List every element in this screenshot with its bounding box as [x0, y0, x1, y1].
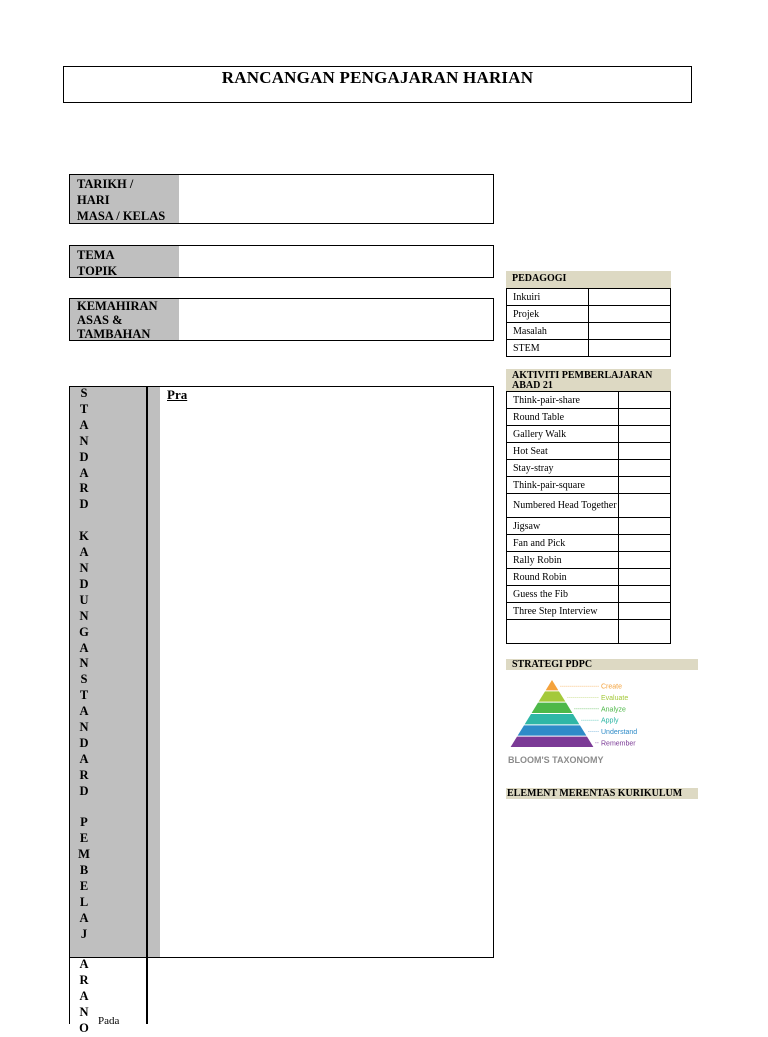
aktiviti-item-label: Think-pair-share [507, 392, 619, 409]
pra-heading: Pra [167, 387, 188, 402]
aktiviti-item-label: Think-pair-square [507, 477, 619, 494]
bloom-level-label: Remember [601, 740, 636, 748]
vertical-letter: D [79, 497, 89, 512]
aktiviti-row [507, 392, 671, 409]
bloom-level-band [539, 691, 566, 701]
kemahiran-label-line: KEMAHIRAN [77, 299, 158, 313]
blooms-taxonomy-image [505, 674, 645, 769]
aktiviti-item-label: Rally Robin [507, 552, 619, 569]
title-box [63, 66, 692, 103]
aktiviti-row [507, 603, 671, 620]
aktiviti-row [507, 518, 671, 535]
tarikh-label [70, 175, 179, 223]
pedagogi-item-label: Projek [507, 306, 589, 323]
vertical-letter: A [79, 465, 89, 480]
vertical-letter: R [79, 972, 89, 987]
aktiviti-row [507, 477, 671, 494]
aktiviti-checkbox-cell[interactable] [619, 409, 671, 426]
bloom-level-band [532, 703, 573, 713]
strategi-heading: STRATEGI PDPC [506, 659, 698, 670]
vertical-letter: A [79, 417, 89, 432]
bloom-level-label: Evaluate [601, 695, 629, 702]
pedagogi-item-label: Inkuiri [507, 289, 589, 306]
vertical-letter: N [79, 608, 89, 623]
vertical-letter: T [79, 688, 89, 703]
aktiviti-checkbox-cell[interactable] [619, 392, 671, 409]
pedagogi-checkbox-cell[interactable] [589, 306, 671, 323]
bloom-level-band [518, 725, 587, 735]
vertical-letter [77, 800, 91, 816]
vertical-letter: D [79, 783, 89, 798]
aktiviti-item-label: Jigsaw [507, 518, 619, 535]
pedagogi-checkbox-cell[interactable] [589, 289, 671, 306]
vertical-letter: S [80, 672, 88, 687]
vertical-letter: N [79, 560, 89, 575]
pada-text: Pada [98, 1015, 120, 1027]
aktiviti-table [506, 391, 671, 644]
aktiviti-row [507, 460, 671, 477]
aktiviti-row [507, 535, 671, 552]
aktiviti-checkbox-cell[interactable] [619, 426, 671, 443]
pedagogi-row [507, 306, 671, 323]
pedagogi-row [507, 323, 671, 340]
aktiviti-checkbox-cell[interactable] [619, 620, 671, 644]
pedagogi-checkbox-cell[interactable] [589, 340, 671, 357]
aktiviti-item-label: Numbered Head Together [507, 494, 619, 518]
aktiviti-row [507, 552, 671, 569]
kemahiran-value-field[interactable] [179, 299, 493, 340]
pedagogi-heading: PEDAGOGI [506, 271, 671, 288]
aktiviti-heading [506, 369, 671, 391]
bloom-level-label: Create [601, 683, 623, 691]
bloom-level-band [511, 737, 594, 747]
vertical-letter: A [79, 545, 89, 560]
aktiviti-row [507, 569, 671, 586]
aktiviti-row [507, 494, 671, 518]
vertical-letter: D [79, 449, 89, 464]
aktiviti-checkbox-cell[interactable] [619, 586, 671, 603]
aktiviti-checkbox-cell[interactable] [619, 443, 671, 460]
aktiviti-item-label: Three Step Interview [507, 603, 619, 620]
vertical-letter: L [79, 895, 89, 909]
aktiviti-item-label: Fan and Pick [507, 535, 619, 552]
aktiviti-item-label: Round Table [507, 409, 619, 426]
vertical-letter: G [79, 624, 89, 639]
vertical-letter: O [79, 1020, 89, 1035]
vertical-letter: N [79, 656, 89, 671]
standard-divider [146, 387, 148, 1024]
tarikh-label-line: TARIKH / [77, 177, 134, 191]
aktiviti-item-label: Guess the Fib [507, 586, 619, 603]
aktiviti-checkbox-cell[interactable] [619, 477, 671, 494]
pedagogi-item-label: STEM [507, 340, 589, 357]
vertical-letter: N [79, 720, 89, 735]
vertical-letter: E [79, 879, 89, 894]
vertical-letter: A [79, 751, 89, 766]
pedagogi-table [506, 288, 671, 357]
kemahiran-label-line: TAMBAHAN [77, 327, 151, 341]
aktiviti-heading-line: AKTIVITI PEMBERLAJARAN [512, 370, 653, 381]
bloom-level-label: Understand [601, 729, 638, 736]
vertical-letter: A [79, 910, 89, 925]
kemahiran-label-line: ASAS & [77, 313, 123, 327]
tema-value-field[interactable] [179, 246, 493, 277]
pedagogi-row [507, 340, 671, 357]
aktiviti-item-label: Round Robin [507, 569, 619, 586]
element-merentas-heading: ELEMENT MERENTAS KURIKULUM [506, 788, 698, 799]
kemahiran-row [69, 298, 494, 341]
vertical-letter: A [79, 988, 89, 1003]
tema-label [70, 246, 179, 277]
pedagogi-item-label: Masalah [507, 323, 589, 340]
vertical-letter: R [79, 767, 89, 782]
tarikh-label-line: HARI [77, 193, 110, 207]
bloom-level-band [546, 680, 559, 690]
aktiviti-item-label: Gallery Walk [507, 426, 619, 443]
standard-vertical-label [77, 386, 91, 943]
page-title: RANCANGAN PENGAJARAN HARIAN [221, 68, 534, 87]
vertical-letter: J [80, 926, 88, 941]
vertical-letter: R [79, 481, 89, 496]
vertical-letter: E [79, 831, 89, 846]
tema-row [69, 245, 494, 278]
tarikh-label-line: MASA / KELAS [77, 209, 166, 223]
aktiviti-checkbox-cell[interactable] [619, 494, 671, 518]
vertical-letter: D [79, 576, 89, 591]
aktiviti-row [507, 586, 671, 603]
aktiviti-checkbox-cell[interactable] [619, 552, 671, 569]
aktiviti-row [507, 443, 671, 460]
aktiviti-checkbox-cell[interactable] [619, 603, 671, 620]
aktiviti-item-label: Stay-stray [507, 460, 619, 477]
kemahiran-label [70, 299, 179, 340]
vertical-letter: A [79, 704, 89, 719]
vertical-letter: D [79, 735, 89, 750]
aktiviti-heading-line: ABAD 21 [512, 380, 553, 391]
aktiviti-row [507, 426, 671, 443]
aktiviti-item-label: Hot Seat [507, 443, 619, 460]
bloom-level-label: Apply [601, 717, 619, 725]
vertical-letter: U [79, 592, 89, 607]
aktiviti-checkbox-cell[interactable] [619, 460, 671, 477]
vertical-letter: A [79, 640, 89, 655]
vertical-letter: K [79, 529, 89, 544]
aktiviti-checkbox-cell[interactable] [619, 569, 671, 586]
aktiviti-row [507, 409, 671, 426]
bloom-level-label: Analyze [601, 706, 626, 714]
standard-bottom-left-border [69, 957, 70, 1024]
tema-label-line: TEMA [77, 248, 115, 262]
tema-label-line: TOPIK [77, 264, 118, 278]
aktiviti-row [507, 620, 671, 644]
vertical-letter: S [80, 386, 88, 400]
pedagogi-row [507, 289, 671, 306]
bloom-level-band [525, 714, 580, 724]
vertical-letter: N [79, 433, 89, 448]
vertical-letter: N [79, 1004, 89, 1019]
aktiviti-checkbox-cell[interactable] [619, 535, 671, 552]
vertical-letter: P [80, 815, 88, 830]
aktiviti-item-label [507, 620, 619, 644]
pedagogi-checkbox-cell[interactable] [589, 323, 671, 340]
vertical-letter: T [79, 401, 89, 416]
tarikh-value-field[interactable] [179, 175, 493, 223]
vertical-letter: M [78, 847, 90, 862]
standard-vertical-label-continued [77, 957, 91, 1037]
vertical-letter: A [79, 957, 89, 971]
bloom-pyramid-graphic [505, 674, 645, 769]
vertical-letter [77, 513, 91, 529]
tarikh-row [69, 174, 494, 224]
vertical-letter: B [79, 863, 89, 878]
bloom-caption: BLOOM'S TAXONOMY [508, 755, 604, 765]
aktiviti-checkbox-cell[interactable] [619, 518, 671, 535]
standard-bottom-border [91, 957, 494, 958]
pra-content-area[interactable] [160, 402, 493, 956]
